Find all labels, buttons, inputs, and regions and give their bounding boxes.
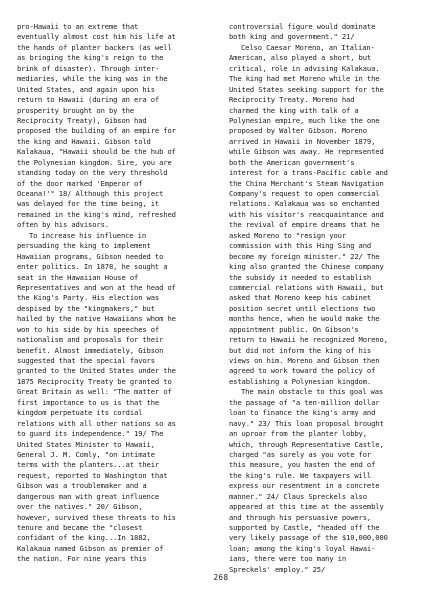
left-column-line: brink of disaster). Through inter- xyxy=(17,63,160,73)
right-column-line: views on him. Moreno and Gibson then xyxy=(229,356,380,365)
left-column-line: mediaries, while the king was in the xyxy=(17,74,168,84)
left-column-line: the king and Hawaii. Gibson told xyxy=(17,136,151,146)
right-column-line: American, also played a short, but xyxy=(229,53,372,63)
left-column-line: relations with all other nations so as xyxy=(17,418,176,428)
left-column-line: Kalakaua, "Hawaii should be the hub of xyxy=(17,147,176,157)
left-column-line: confidant of the king...In 1882, xyxy=(17,533,151,543)
right-column-line: arrived in Hawaii in November 1879, xyxy=(229,136,376,146)
left-column-line: Representatives and won at the head of xyxy=(17,282,176,292)
right-column-line: supported by Castle, "headed off the xyxy=(229,523,380,532)
left-column-line: to guard its independence." 19/ The xyxy=(17,429,164,439)
left-column-line: hailed by the native Hawaiians whom he xyxy=(17,314,176,324)
left-column-line: the nation. For nine years this xyxy=(17,554,147,564)
left-column-line: Great Britain as well: "The matter of xyxy=(17,387,172,397)
right-column-line: the subsidy it needed to establish xyxy=(229,272,372,282)
left-column-line: kingdom perpetuate its cordial xyxy=(17,408,143,418)
left-column-line: Reciprocity Treaty), Gibson had xyxy=(17,115,147,125)
right-column-line: position secret until elections two xyxy=(229,303,376,313)
right-column-line: Polynesian empire, much like the one xyxy=(229,115,380,125)
left-column-line: prosperity brought on by the xyxy=(17,105,135,115)
right-column-line: interest for a trans-Pacific cable and xyxy=(229,168,388,178)
right-column-line: Spreckels' employ." 25/ xyxy=(229,564,326,574)
page-number: 268 xyxy=(213,573,229,582)
right-column-line: with his visitor's reacquaintance and xyxy=(229,209,384,219)
right-column-line: but did not inform the king of his xyxy=(229,345,372,355)
left-column-line: first importance to us is that the xyxy=(17,397,160,407)
left-column-line: the Polynesian kingdom. Sire, you are xyxy=(17,157,172,167)
left-column-line: return to Hawaii (during an era of xyxy=(17,95,160,105)
right-column-line: the revival of empire dreams that he xyxy=(229,220,380,230)
right-column-line: commission with this Hing Sing and xyxy=(229,241,372,251)
right-column-line: navy." 23/ This loan proposal brought xyxy=(229,418,384,428)
right-column-line: and through his persuasive powers, xyxy=(229,512,372,522)
left-column-line: United States, and again upon his xyxy=(17,84,155,94)
left-column-line: the King's Party. His election was xyxy=(17,293,160,303)
left-column-line: was delayed for the time being, it xyxy=(17,199,160,209)
left-column-line: suggested that the special favors xyxy=(17,356,155,365)
right-column-line: months hence, when he would make the xyxy=(229,314,380,324)
right-column-line: asked Moreno to "resign your xyxy=(229,230,347,240)
left-column-line: request, reported to Washington that xyxy=(17,470,168,480)
right-column-line: the China Merchant's Steam Navigation xyxy=(229,178,384,188)
right-column-line: The king had met Moreno while in the xyxy=(229,74,380,84)
left-column-line: Kalakaua named Gibson as premier of xyxy=(17,543,164,553)
left-column-line: won to his side by his speeches of xyxy=(17,324,160,334)
left-column-line: United States Minister to Hawaii, xyxy=(17,439,155,449)
left-column-line: however, survived these threats to his xyxy=(17,512,176,522)
right-column-line: become my foreign minister." 22/ The xyxy=(229,251,380,261)
left-column-line: despised by the "kingmakers," but xyxy=(17,303,155,313)
right-column-line: the passage of "a ten-million dollar xyxy=(229,397,380,407)
right-column-line: loan to finance the king's army and xyxy=(229,408,376,418)
right-column-line: controversial figure would dominate xyxy=(229,22,376,31)
right-column-line: agreed to work toward the policy of xyxy=(229,366,376,376)
left-column-line: often by his advisors. xyxy=(17,220,109,230)
left-column-line: tenure and became the "closest xyxy=(17,523,143,532)
right-column-line: United States seeking support for the xyxy=(229,84,384,94)
right-column-line: relations. Kalakaua was so enchanted xyxy=(229,199,380,209)
left-column-line: General J. M. Comly, "on intimate xyxy=(17,449,155,459)
right-column-line: this measure, you hasten the end of xyxy=(229,460,376,470)
left-column-line: Gibson was a troublemaker and a xyxy=(17,481,147,491)
left-column-line: the hands of planter backers (as well xyxy=(17,42,172,52)
right-column xyxy=(229,22,427,575)
right-column-line: establishing a Polynesian kingdom. xyxy=(229,376,372,386)
right-column-line: Celso Caesar Moreno, an Italian- xyxy=(241,42,375,52)
left-column-line: pro-Hawaii to an extreme that xyxy=(17,22,139,31)
right-column-line: charged "as surely as you vote for xyxy=(229,449,372,459)
left-column-line: eventually almost cost him his life at xyxy=(17,32,176,42)
right-column-line: express our resentment in a concrete xyxy=(229,481,380,491)
right-column-line: ians, there were too many in xyxy=(229,554,347,564)
right-column-line: The main obstacle to this goal was xyxy=(241,387,384,397)
right-column-line: Reciprocity Treaty. Moreno had xyxy=(229,95,355,105)
right-column-line: loan; among the king's loyal Hawai- xyxy=(229,543,376,553)
right-column-line: king also granted the Chinese company xyxy=(229,262,384,272)
right-column-line: manner." 24/ Claus Spreckels also xyxy=(229,491,367,501)
right-column-line: an uproar from the planter lobby, xyxy=(229,429,367,439)
left-column-line: Oceana!'" 18/ Although this project xyxy=(17,189,164,198)
left-column-line: proposed the building of an empire for xyxy=(17,126,176,136)
left-column-line: nationalism and proposals for their xyxy=(17,335,164,345)
left-column-line: seat in the Hawaiian House of xyxy=(17,272,139,282)
right-column-line: Company's request to open commercial xyxy=(229,189,380,198)
left-column-line: Hawaiian programs, Gibson needed to xyxy=(17,251,164,261)
right-column-line: both the American government's xyxy=(229,157,355,167)
right-column-line: critical, role in advising Kalakaua. xyxy=(229,63,380,73)
left-column-line: To increase his influence in xyxy=(29,230,147,240)
right-column-line: charmed the king with talk of a xyxy=(229,105,359,115)
left-column-line: dangerous man with great influence xyxy=(17,491,160,501)
right-column-line: appointment public. On Gibson's xyxy=(229,324,359,334)
right-column-line: return to Hawaii he recognized Moreno, xyxy=(229,335,388,345)
right-column-line: commercial relations with Hawaii, but xyxy=(229,282,384,292)
left-column-line: enter politics. In 1878, he sought a xyxy=(17,262,168,272)
left-column-line: persuading the king to implement xyxy=(17,241,151,251)
left-column-line: granted to the United States under the xyxy=(17,366,176,376)
right-column-line: proposed by Walter Gibson. Moreno xyxy=(229,126,367,136)
right-column-line: very likely passage of the $10,000,000 xyxy=(229,533,388,543)
left-column-line: over the natives." 20/ Gibson, xyxy=(17,502,143,512)
left-column-line: terms with the planters...at their xyxy=(17,460,160,470)
left-column-line: of the door marked 'Emperor of xyxy=(17,178,143,188)
right-column-line: asked that Moreno keep his cabinet xyxy=(229,293,372,303)
left-column-line: benefit. Almost immediately, Gibson xyxy=(17,345,164,355)
left-column-line: standing today on the very threshold xyxy=(17,168,168,178)
right-column-line: the king's rule. We taxpayers will xyxy=(229,470,372,480)
left-column xyxy=(17,22,213,565)
right-column-line: both king and government." 21/ xyxy=(229,32,355,42)
right-column-line: appeared at this time at the assembly xyxy=(229,502,384,512)
left-column-line: 1875 Reciprocity Treaty be granted to xyxy=(17,376,172,386)
right-column-line: while Gibson was away. He represented xyxy=(229,147,384,157)
right-column-line: which, through Representative Castle, xyxy=(229,439,384,449)
left-column-line: remained in the king's mind, refreshed xyxy=(17,209,176,219)
left-column-line: as bringing the king's reign to the xyxy=(17,53,164,63)
